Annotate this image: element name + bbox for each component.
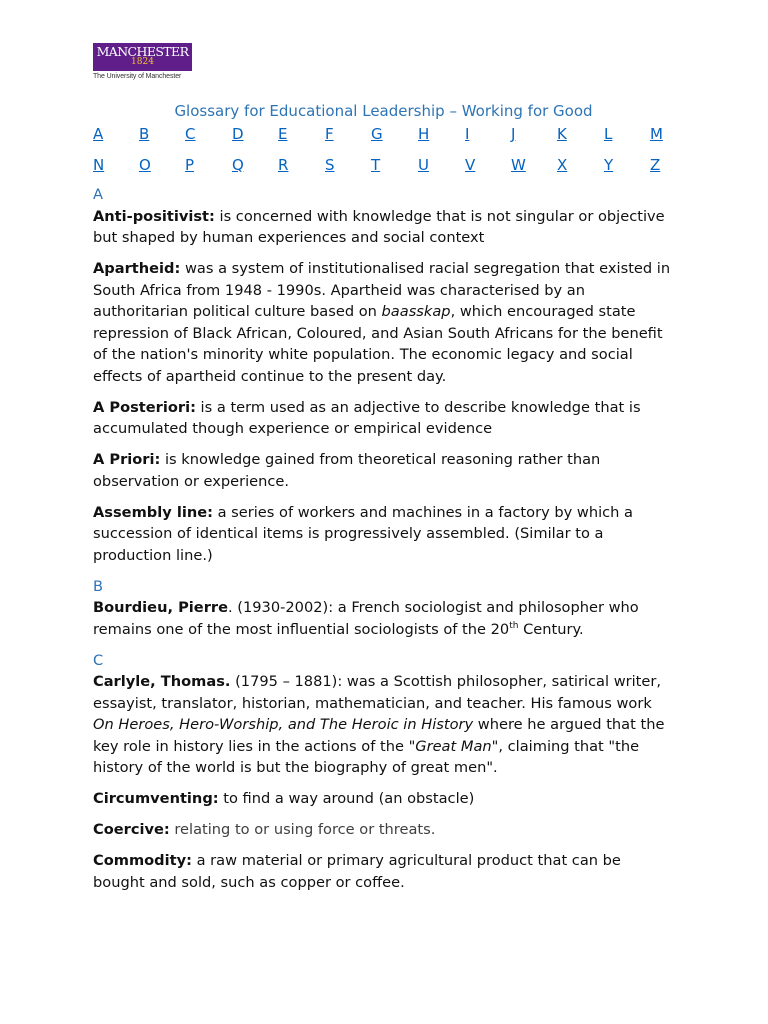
entry-definition-continued: , which encouraged state repression of Black African, Coloured, and Asian South Africans for the benefit of the nation's minority white population. The economic legacy and social effects of apartheid continue to the present day. [93,303,663,385]
entry-definition-end: ", claiming that "the history of the world is but the biography of great men". [93,737,640,776]
entry-term: Assembly line: [93,503,213,521]
entry-definition: (1795 – 1881): was a Scottish philosopher, satirical writer, essayist, translator, historian, mathematician, and teacher. His famous work [93,673,662,712]
index-link-l[interactable]: L [604,125,613,143]
glossary-entry-anti-positivist [93,206,677,249]
glossary-entry-circumventing [93,788,677,810]
entry-italic-great-man: "Great Man [408,737,492,755]
entry-definition: is knowledge gained from theoretical reasoning rather than observation or experience. [93,451,601,490]
index-link-w[interactable]: W [511,156,526,174]
entry-term: Commodity: [93,852,192,869]
entry-definition: . (1930-2002): a French sociologist and philosopher who remains one of the most influential sociologists of the 20 [93,599,639,638]
entry-definition: a raw material or primary agricultural product that can be bought and sold, such as copper or coffee. [93,852,621,891]
glossary-entry-assembly-line [93,502,677,567]
glossary-entry-commodity [93,850,677,893]
index-link-p[interactable]: P [185,156,195,174]
index-link-h[interactable]: H [418,125,430,143]
index-link-d[interactable]: D [232,125,244,143]
entry-definition: to find a way around (an obstacle) [218,790,475,807]
index-link-x[interactable]: X [557,156,568,174]
glossary-entry-a-priori [93,449,677,492]
logo-emblem [93,43,192,71]
entry-definition-continued: Century. [518,620,584,638]
alphabet-index-row-2 [93,155,693,177]
index-link-v[interactable]: V [465,156,476,174]
index-link-t[interactable]: T [371,156,381,174]
index-link-b[interactable]: B [139,125,150,143]
entry-italic-term: baasskap [381,303,451,320]
index-link-k[interactable]: K [557,125,567,143]
alphabet-index-row-1 [93,124,693,146]
logo-year: 1824 [131,57,154,67]
index-link-o[interactable]: O [139,156,151,174]
index-link-n[interactable]: N [93,156,105,174]
index-link-q[interactable]: Q [232,156,244,174]
index-link-a[interactable]: A [93,125,104,143]
index-link-u[interactable]: U [418,156,429,174]
index-link-c[interactable]: C [185,125,196,143]
glossary-entry-bourdieu [93,597,677,640]
document-title: Glossary for Educational Leadership – Working for Good [174,102,593,120]
superscript-th: th [509,620,519,631]
entry-definition: is concerned with knowledge that is not singular or objective but shaped by human experiences and social context [93,207,665,246]
entry-definition-continued: where he argued that the key role in history lies in the actions of the [93,716,665,755]
index-link-r[interactable]: R [278,156,289,174]
entry-term: A Priori: [93,451,161,468]
glossary-entry-apartheid [93,258,677,387]
index-link-i[interactable]: I [465,125,470,143]
entry-term: Circumventing: [93,790,219,807]
logo-wordmark: MANCHESTER [96,44,189,59]
index-link-z[interactable]: Z [650,156,661,174]
entry-definition: a series of workers and machines in a factory by which a succession of identical items is progressively assembled. (Similar to a production line.) [93,503,633,564]
entry-term: Anti-positivist: [93,207,215,225]
university-logo [93,43,192,80]
entry-term: A Posteriori: [93,398,196,416]
entry-term: Apartheid: [93,260,181,277]
glossary-entry-coercive [93,819,677,841]
section-heading-b: B [93,577,104,595]
index-link-g[interactable]: G [371,125,383,143]
entry-definition: is a term used as an adjective to describe knowledge that is accumulated though experience or empirical evidence [93,398,641,437]
entry-term: Carlyle, Thomas. [93,673,231,690]
entry-italic-work-title: On Heroes, Hero-Worship, and The Heroic in History [93,716,474,733]
entry-term: Coercive: [93,821,170,838]
index-link-s[interactable]: S [325,156,335,174]
glossary-entry-a-posteriori [93,397,677,440]
glossary-content [93,184,677,903]
logo-subtitle: The University of Manchester [93,73,182,80]
glossary-entry-carlyle [93,671,677,779]
index-link-e[interactable]: E [278,125,288,143]
entry-definition: relating to or using force or threats. [169,821,436,838]
index-link-y[interactable]: Y [604,156,614,174]
section-heading-c: C [93,651,104,669]
section-heading-a: A [93,186,103,203]
index-link-j[interactable]: J [511,125,516,143]
entry-term: Bourdieu, Pierre [93,599,228,616]
index-link-m[interactable]: M [650,125,663,143]
entry-definition: was a system of institutionalised racial segregation that existed in South Africa from 1948 - 1990s. Apartheid was characterised by an authoritarian political culture based on [93,260,671,320]
index-link-f[interactable]: F [325,125,334,143]
